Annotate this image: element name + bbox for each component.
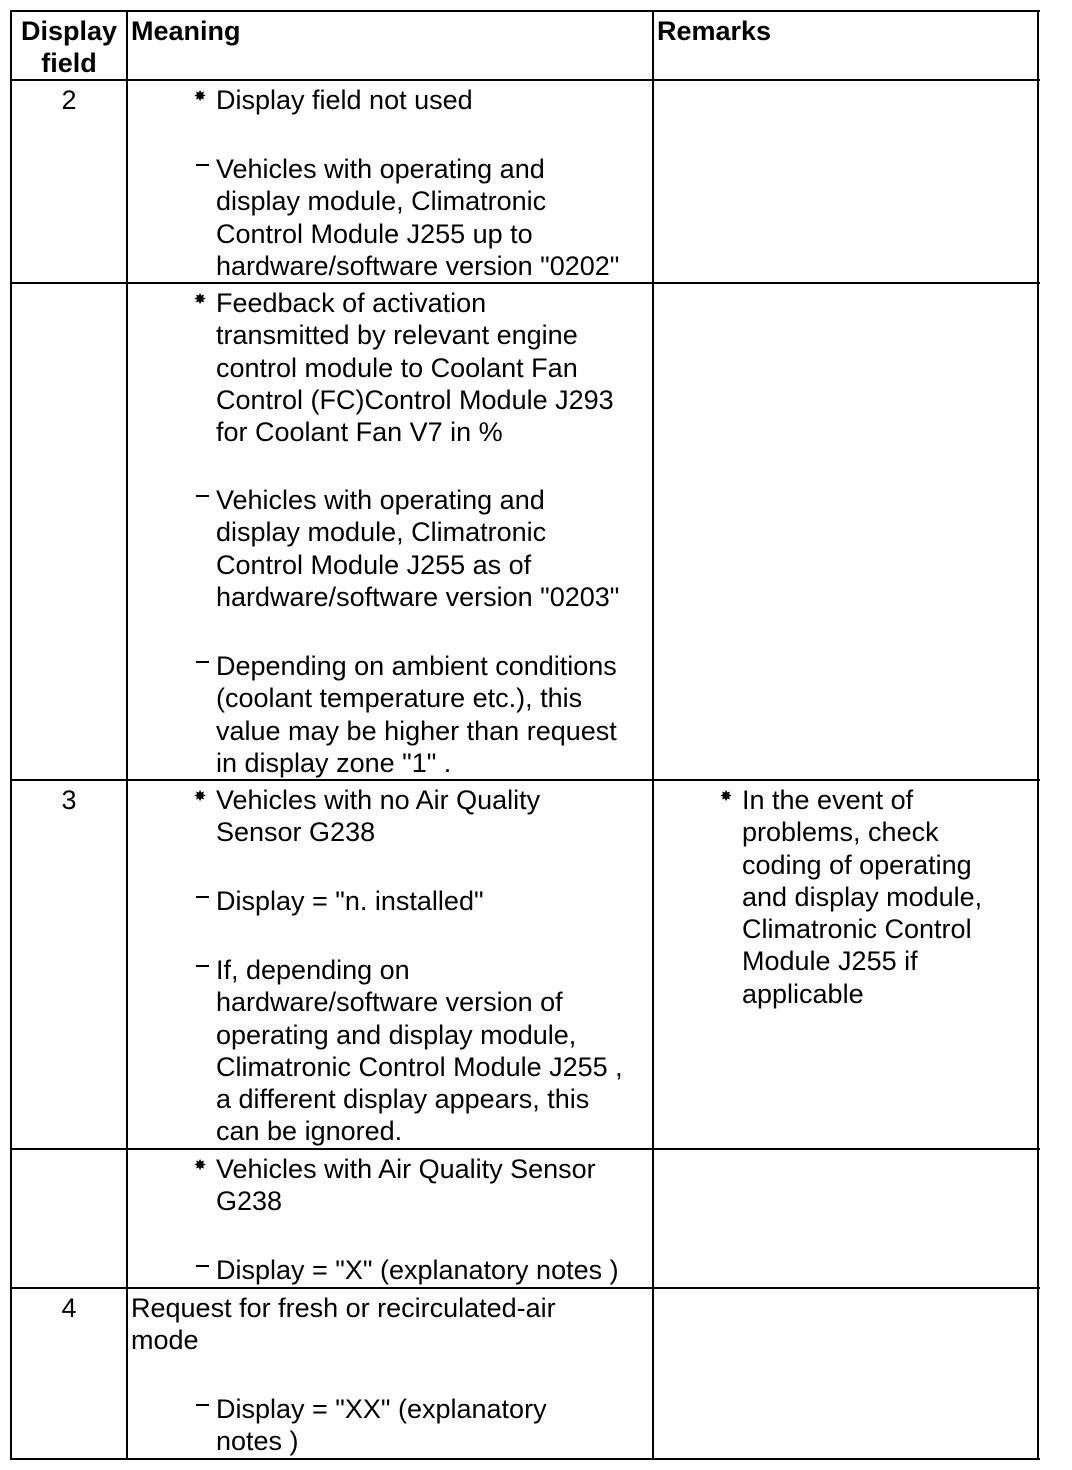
bullet-icon: ✸ xyxy=(193,788,207,805)
text-line: Vehicles with Air Quality Sensor xyxy=(216,1154,596,1184)
text-line: Module J255 if xyxy=(742,946,918,977)
dash-icon xyxy=(196,1404,209,1406)
text-line: Control Module J255 as of xyxy=(216,549,532,580)
dash-icon xyxy=(196,164,209,166)
display-field-number: 2 xyxy=(61,85,77,115)
remarks-bullet-text xyxy=(742,784,982,1010)
text-line: for Coolant Fan V7 in % xyxy=(216,417,503,448)
text-line: Depending on ambient conditions xyxy=(216,651,617,681)
text-line: hardware/software version "0202" xyxy=(216,250,620,281)
text-line: Feedback of activation xyxy=(216,288,487,318)
text-line: applicable xyxy=(742,978,864,1009)
display-field-number: 4 xyxy=(61,1293,77,1323)
meaning-dash-text xyxy=(216,1393,547,1458)
meaning-dash-text xyxy=(216,954,623,1148)
text-line: Display = "XX" (explanatory xyxy=(216,1394,547,1424)
text-line: Climatronic Control xyxy=(742,914,972,945)
bullet-icon: ✸ xyxy=(193,291,207,308)
text-line: In the event of xyxy=(742,785,914,815)
table-border-top xyxy=(10,10,1040,12)
meaning-plain-text xyxy=(131,1292,556,1357)
text-line: hardware/software version "0203" xyxy=(216,581,620,612)
meaning-dash-text xyxy=(216,484,619,613)
table-border-left xyxy=(10,10,12,1460)
meaning-bullet-text xyxy=(216,84,473,116)
row-divider xyxy=(10,779,1040,781)
text-line: control module to Coolant Fan xyxy=(216,352,578,383)
text-line: operating and display module, xyxy=(216,1019,577,1050)
text-line: Display = "n. installed" xyxy=(216,886,484,916)
text-line: Control (FC)Control Module J293 xyxy=(216,384,614,415)
text-line: a different display appears, this xyxy=(216,1084,590,1115)
text-line: Vehicles with operating and xyxy=(216,154,545,184)
header-meaning: Meaning xyxy=(131,16,241,46)
header-display-field-line: Display xyxy=(20,16,118,46)
text-line: Vehicles with no Air Quality xyxy=(216,785,541,815)
text-line: Climatronic Control Module J255 , xyxy=(216,1051,623,1082)
text-line: G238 xyxy=(216,1186,283,1217)
bullet-icon: ✸ xyxy=(193,88,207,105)
text-line: Control Module J255 up to xyxy=(216,218,533,249)
text-line: mode xyxy=(131,1325,199,1356)
dash-icon xyxy=(196,495,209,497)
bullet-icon: ✸ xyxy=(719,788,733,805)
text-line: value may be higher than request xyxy=(216,715,617,746)
text-line: display module, Climatronic xyxy=(216,186,547,217)
display-field-number: 3 xyxy=(61,785,77,815)
dash-icon xyxy=(196,661,209,663)
header-display-field-line: field xyxy=(41,48,97,79)
row-divider xyxy=(10,282,1040,284)
meaning-dash-text xyxy=(216,1254,619,1286)
bullet-icon: ✸ xyxy=(193,1157,207,1174)
dash-icon xyxy=(196,965,209,967)
dash-icon xyxy=(196,896,209,898)
meaning-bullet-text xyxy=(216,784,540,849)
table-border-bottom xyxy=(10,1458,1040,1460)
row-divider xyxy=(10,1287,1040,1289)
meaning-dash-text xyxy=(216,650,617,779)
text-line: Display = "X" (explanatory notes ) xyxy=(216,1255,619,1285)
text-line: and display module, xyxy=(742,881,983,912)
meaning-dash-text xyxy=(216,885,484,917)
meaning-bullet-text xyxy=(216,287,614,448)
meaning-dash-text xyxy=(216,153,619,282)
text-line: in display zone "1" . xyxy=(216,747,452,778)
text-line: transmitted by relevant engine xyxy=(216,320,578,351)
header-display-field xyxy=(12,15,126,80)
text-line: coding of operating xyxy=(742,849,972,880)
text-line: notes ) xyxy=(216,1426,299,1457)
text-line: hardware/software version of xyxy=(216,987,563,1018)
text-line: Vehicles with operating and xyxy=(216,485,545,515)
text-line: problems, check xyxy=(742,817,939,848)
column-divider xyxy=(652,10,654,1460)
meaning-bullet-text xyxy=(216,1153,596,1218)
text-line: can be ignored. xyxy=(216,1116,403,1147)
row-divider xyxy=(10,1148,1040,1150)
table-border-right xyxy=(1037,10,1039,1460)
text-line: display module, Climatronic xyxy=(216,517,547,548)
column-divider xyxy=(126,10,128,1460)
text-line: Request for fresh or recirculated-air xyxy=(131,1293,556,1323)
header-remarks: Remarks xyxy=(657,16,772,46)
text-line: If, depending on xyxy=(216,955,410,985)
text-line: Display field not used xyxy=(216,85,473,115)
text-line: (coolant temperature etc.), this xyxy=(216,683,583,714)
dash-icon xyxy=(196,1265,209,1267)
text-line: Sensor G238 xyxy=(216,817,376,848)
row-divider xyxy=(10,79,1040,81)
